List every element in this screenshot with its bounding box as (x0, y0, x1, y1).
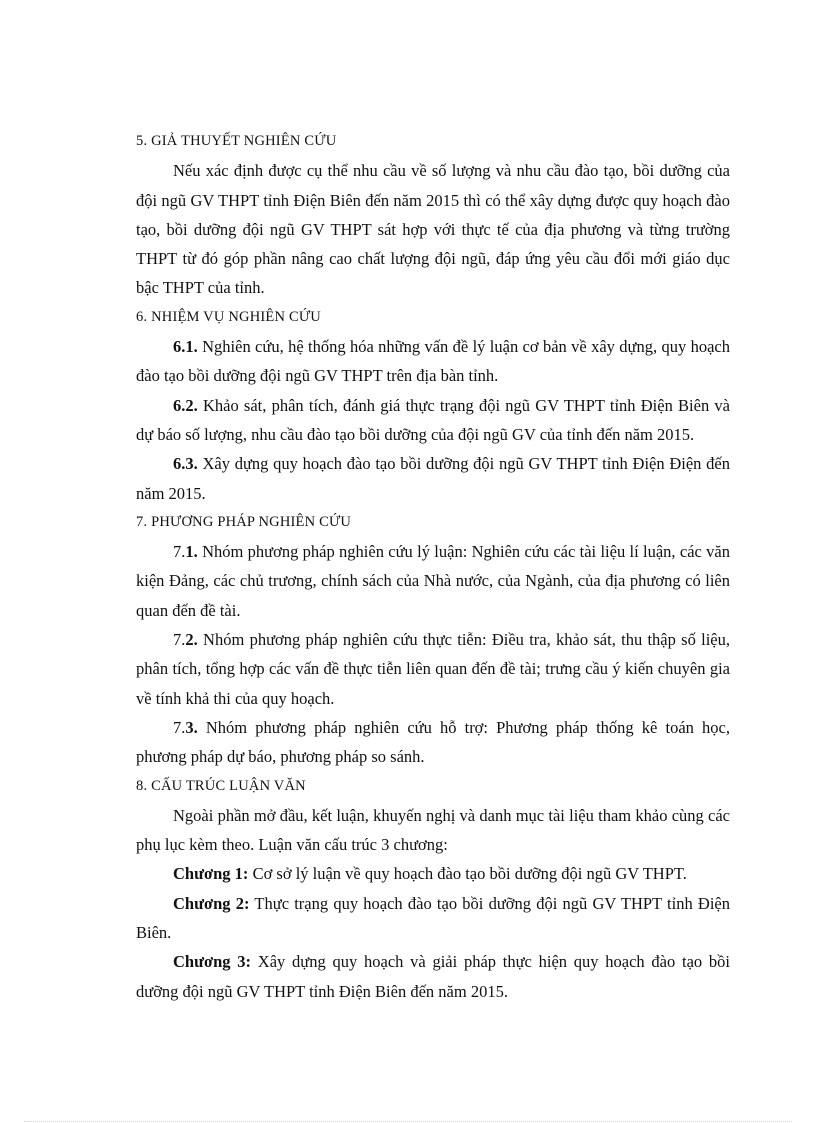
structure-intro: Ngoài phần mở đầu, kết luận, khuyến nghị và danh mục tài liệu tham khảo cùng các phụ lục kèm theo. Luận văn cấu trúc 3 chương: (136, 805, 730, 855)
task-item-1-number: 6.1. (173, 337, 198, 357)
chapter-3-text: Xây dựng quy hoạch và giải pháp thực hiện quy hoạch đào tạo bồi dưỡng đội ngũ GV THPT tỉnh Điện Biên đến năm 2015. (136, 952, 730, 1001)
task-item-1 (136, 332, 730, 391)
method-item-1-number: 1. (185, 542, 198, 562)
chapter-1-label: Chương 1: (173, 864, 249, 884)
task-item-2-number: 6.2. (173, 395, 198, 415)
chapter-1-text: Cơ sở lý luận về quy hoạch đào tạo bồi dưỡng đội ngũ GV THPT. (248, 864, 687, 884)
section-6-heading: 6. NHIỆM VỤ NGHIÊN CỨU (136, 308, 321, 325)
chapter-3 (136, 947, 730, 1006)
task-item-2 (136, 391, 730, 450)
page-bottom-divider (24, 1121, 792, 1122)
method-item-3-prefix: 7. (173, 717, 186, 737)
method-item-2-prefix: 7. (173, 630, 186, 650)
document-page (136, 127, 730, 1006)
chapter-2-label: Chương 2: (173, 893, 250, 913)
section-5-heading: 5. GIẢ THUYẾT NGHIÊN CỨU (136, 133, 337, 149)
task-item-3-text: Xây dựng quy hoạch đào tạo bồi dưỡng đội ngũ GV THPT tỉnh Điện Điện đến năm 2015. (136, 454, 730, 503)
section-8-heading: 8. CẤU TRÚC LUẬN VĂN (136, 777, 306, 794)
method-item-3-number: 3. (185, 717, 198, 737)
task-item-2-text: Khảo sát, phân tích, đánh giá thực trạng đội ngũ GV THPT tỉnh Điện Biên và dự báo số lượng, nhu cầu đào tạo bồi dưỡng của đội ngũ GV của tỉnh đến năm 2015. (136, 395, 730, 444)
method-item-1-text: Nhóm phương pháp nghiên cứu lý luận: Nghiên cứu các tài liệu lí luận, các văn kiện Đảng, các chủ trương, chính sách của Nhà nước, của Ngành, của địa phương có liên quan đến đề tài. (136, 542, 730, 620)
task-item-1-text: Nghiên cứu, hệ thống hóa những vấn đề lý luận cơ bản về xây dựng, quy hoạch đào tạo bồi dưỡng đội ngũ GV THPT trên địa bàn tỉnh. (136, 337, 730, 386)
section-5-paragraph: Nếu xác định được cụ thể nhu cầu về số lượng và nhu cầu đào tạo, bồi dưỡng của đội ngũ GV THPT tỉnh Điện Biên đến năm 2015 thì có thể xây dựng được quy hoạch đào tạo, bồi dưỡng đội ngũ GV THPT sát hợp với thực tế của địa phương và từng trường THPT từ đó góp phần nâng cao chất lượng đội ngũ, đáp ứng yêu cầu đổi mới giáo dục bậc THPT của tỉnh. (136, 161, 730, 298)
method-item-2-number: 2. (185, 630, 198, 650)
chapter-2 (136, 889, 730, 948)
section-7-heading: 7. PHƯƠNG PHÁP NGHIÊN CỨU (136, 513, 352, 530)
chapter-2-text: Thực trạng quy hoạch đào tạo bồi dưỡng đội ngũ GV THPT tỉnh Điện Biên. (136, 893, 730, 943)
method-item-2-text: Nhóm phương pháp nghiên cứu thực tiễn: Điều tra, khảo sát, thu thập số liệu, phân tích, tổng hợp các vấn đề thực tiễn liên quan đến đề tài; trưng cầu ý kiến chuyên gia về tính khả thi của quy hoạch. (136, 630, 730, 708)
method-item-2 (136, 625, 730, 713)
chapter-3-label: Chương 3: (173, 952, 252, 972)
method-item-1-prefix: 7. (173, 542, 186, 562)
method-item-3-text: Nhóm phương pháp nghiên cứu hỗ trợ: Phương pháp thống kê toán học, phương pháp dự báo, phương pháp so sánh. (136, 717, 730, 767)
method-item-3 (136, 713, 730, 772)
chapter-1 (136, 859, 730, 888)
task-item-3-number: 6.3. (173, 454, 198, 474)
task-item-3 (136, 449, 730, 508)
method-item-1 (136, 537, 730, 625)
